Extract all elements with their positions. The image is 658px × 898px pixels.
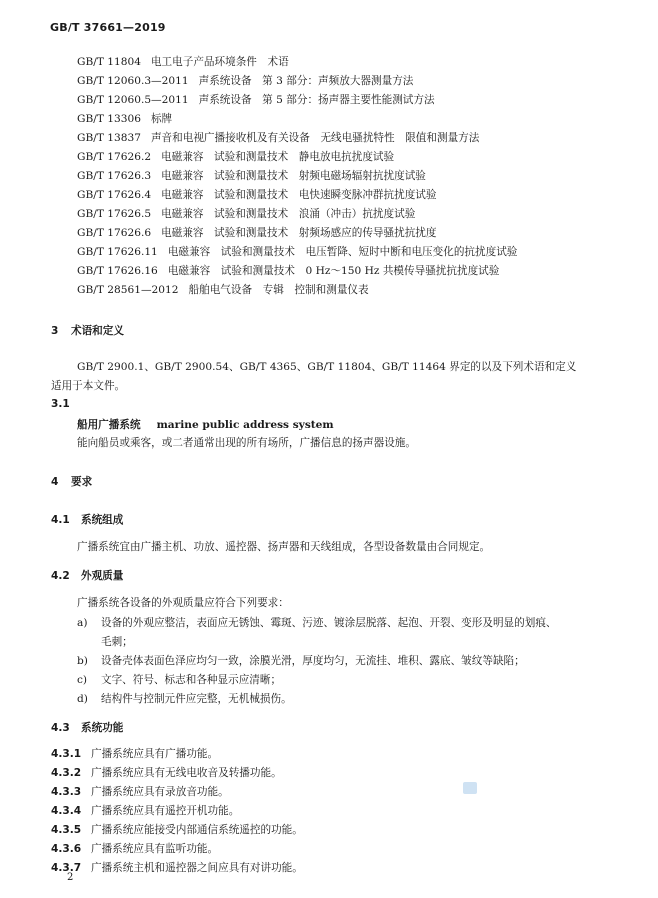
- list-marker: b): [77, 655, 88, 667]
- ref-line: [77, 245, 517, 259]
- ref-line: [77, 112, 172, 126]
- ref-code: GB/T 11804: [77, 56, 141, 68]
- ref-code: GB/T 17626.2: [77, 151, 152, 163]
- page-number: 2: [67, 872, 74, 883]
- ref-code: GB/T 17626.6: [77, 227, 152, 239]
- ref-code: GB/T 17626.11: [77, 246, 158, 258]
- clause-number: 4.3.7: [51, 862, 82, 874]
- function-clause: [51, 803, 239, 818]
- ref-title: 船舶电气设备 专辑 控制和测量仪表: [188, 284, 369, 296]
- list-marker: d): [77, 693, 88, 705]
- term-definition: 能向船员或乘客，或二者通常出现的所有场所，广播信息的扬声器设施。: [77, 437, 416, 449]
- clause-text: 广播系统应具有监听功能。: [91, 843, 219, 855]
- function-clause: [51, 784, 229, 799]
- term-english: marine public address system: [156, 419, 334, 431]
- ref-code: GB/T 17626.16: [77, 265, 158, 277]
- list-text: 设备的外观应整洁，表面应无锈蚀、霉斑、污迹、镀涂层脱落、起泡、开裂、变形及明显的划痕、: [101, 617, 557, 629]
- subsection-4-1-heading: [51, 512, 123, 527]
- ref-line: [77, 93, 435, 107]
- subsection-title: 系统组成: [81, 514, 124, 526]
- section-title: 术语和定义: [71, 325, 124, 337]
- ref-line: [77, 150, 394, 164]
- clause-text: 广播系统应具有无线电收音及转播功能。: [91, 767, 282, 779]
- function-clause: [51, 841, 218, 856]
- ref-title: 电磁兼容 试验和测量技术 射频电磁场辐射抗扰度试验: [161, 170, 426, 182]
- ref-code: GB/T 12060.3—2011: [77, 75, 189, 87]
- ref-line: [77, 207, 415, 221]
- ref-line: [77, 131, 479, 145]
- ref-code: GB/T 17626.4: [77, 189, 152, 201]
- term-entry: [77, 417, 334, 432]
- clause-number: 4.3.1: [51, 748, 82, 760]
- clause-text: 广播系统应具有遥控开机功能。: [91, 805, 240, 817]
- ref-line: [77, 188, 437, 202]
- ref-title: 声系统设备 第 5 部分：扬声器主要性能测试方法: [198, 94, 435, 106]
- ref-title: 电磁兼容 试验和测量技术 浪涌（冲击）抗扰度试验: [161, 208, 416, 220]
- subsection-4-2-heading: [51, 568, 123, 583]
- section-title: 要求: [71, 476, 93, 488]
- list-text: 设备壳体表面色泽应均匀一致，涂膜光滑，厚度均匀，无流挂、堆积、露底、皱纹等缺陷；: [101, 655, 525, 667]
- function-clause: [51, 822, 303, 837]
- clause-text: 广播系统应能接受内部通信系统遥控的功能。: [91, 824, 303, 836]
- list-item: [77, 615, 557, 630]
- subsection-4-1-text: 广播系统宜由广播主机、功放、遥控器、扬声器和天线组成，各型设备数量由合同规定。: [77, 541, 491, 553]
- sec3-intro-line-1: GB/T 2900.1、GB/T 2900.54、GB/T 4365、GB/T 11804、GB/T 11464 界定的以及下列术语和定义: [77, 361, 577, 373]
- sec3-intro-line-2: 适用于本文件。: [51, 380, 126, 392]
- clause-number: 4.3.5: [51, 824, 82, 836]
- ref-code: GB/T 17626.3: [77, 170, 152, 182]
- subsection-number: 4.2: [51, 570, 70, 582]
- term-chinese: 船用广播系统: [77, 419, 141, 431]
- list-marker: c): [77, 674, 88, 686]
- subsection-number: 4.1: [51, 514, 70, 526]
- ref-title: 电磁兼容 试验和测量技术 0 Hz～150 Hz 共模传导骚扰抗扰度试验: [167, 265, 500, 277]
- ref-code: GB/T 13306: [77, 113, 141, 125]
- list-item: [77, 691, 292, 706]
- ref-title: 标牌: [150, 113, 173, 125]
- clause-text: 广播系统主机和遥控器之间应具有对讲功能。: [91, 862, 303, 874]
- ref-title: 电磁兼容 试验和测量技术 电快速瞬变脉冲群抗扰度试验: [161, 189, 437, 201]
- list-text: 结构件与控制元件应完整，无机械损伤。: [101, 693, 292, 705]
- list-item: [77, 672, 281, 687]
- ref-line: [77, 283, 369, 297]
- ref-line: [77, 226, 437, 240]
- ref-title: 声音和电视广播接收机及有关设备 无线电骚扰特性 限值和测量方法: [150, 132, 480, 144]
- section-3-heading: [51, 323, 124, 338]
- ref-line: [77, 169, 426, 183]
- ref-code: GB/T 12060.5—2011: [77, 94, 189, 106]
- list-item: [77, 634, 133, 649]
- clause-number: 4.3.6: [51, 843, 82, 855]
- clause-text: 广播系统应具有录放音功能。: [91, 786, 229, 798]
- ref-code: GB/T 28561—2012: [77, 284, 179, 296]
- subsection-4-2-intro: 广播系统各设备的外观质量应符合下列要求：: [77, 597, 289, 609]
- term-number: 3.1: [51, 398, 70, 410]
- ref-title: 电工电子产品环境条件 术语: [150, 56, 289, 68]
- section-number: 3: [51, 325, 59, 337]
- ref-line: [77, 264, 499, 278]
- subsection-title: 外观质量: [81, 570, 124, 582]
- section-4-heading: [51, 474, 92, 489]
- subsection-number: 4.3: [51, 722, 70, 734]
- list-text: 毛刺；: [101, 636, 133, 648]
- ref-title: 电磁兼容 试验和测量技术 电压暂降、短时中断和电压变化的抗扰度试验: [167, 246, 518, 258]
- clause-number: 4.3.4: [51, 805, 82, 817]
- function-clause: [51, 765, 282, 780]
- list-marker: a): [77, 617, 88, 629]
- clause-number: 4.3.2: [51, 767, 82, 779]
- list-text: 文字、符号、标志和各种显示应清晰；: [101, 674, 282, 686]
- clause-number: 4.3.3: [51, 786, 82, 798]
- section-number: 4: [51, 476, 59, 488]
- watermark-stamp-icon: [463, 782, 477, 794]
- subsection-4-3-heading: [51, 720, 123, 735]
- function-clause: [51, 860, 303, 875]
- list-item: [77, 653, 525, 668]
- ref-code: GB/T 13837: [77, 132, 141, 144]
- ref-line: [77, 74, 413, 88]
- ref-title: 声系统设备 第 3 部分：声频放大器测量方法: [198, 75, 414, 87]
- ref-title: 电磁兼容 试验和测量技术 射频场感应的传导骚扰抗扰度: [161, 227, 437, 239]
- standard-header: GB/T 37661—2019: [50, 21, 166, 34]
- ref-line: [77, 55, 289, 69]
- ref-title: 电磁兼容 试验和测量技术 静电放电抗扰度试验: [161, 151, 395, 163]
- function-clause: [51, 746, 218, 761]
- ref-code: GB/T 17626.5: [77, 208, 152, 220]
- clause-text: 广播系统应具有广播功能。: [91, 748, 219, 760]
- subsection-title: 系统功能: [81, 722, 124, 734]
